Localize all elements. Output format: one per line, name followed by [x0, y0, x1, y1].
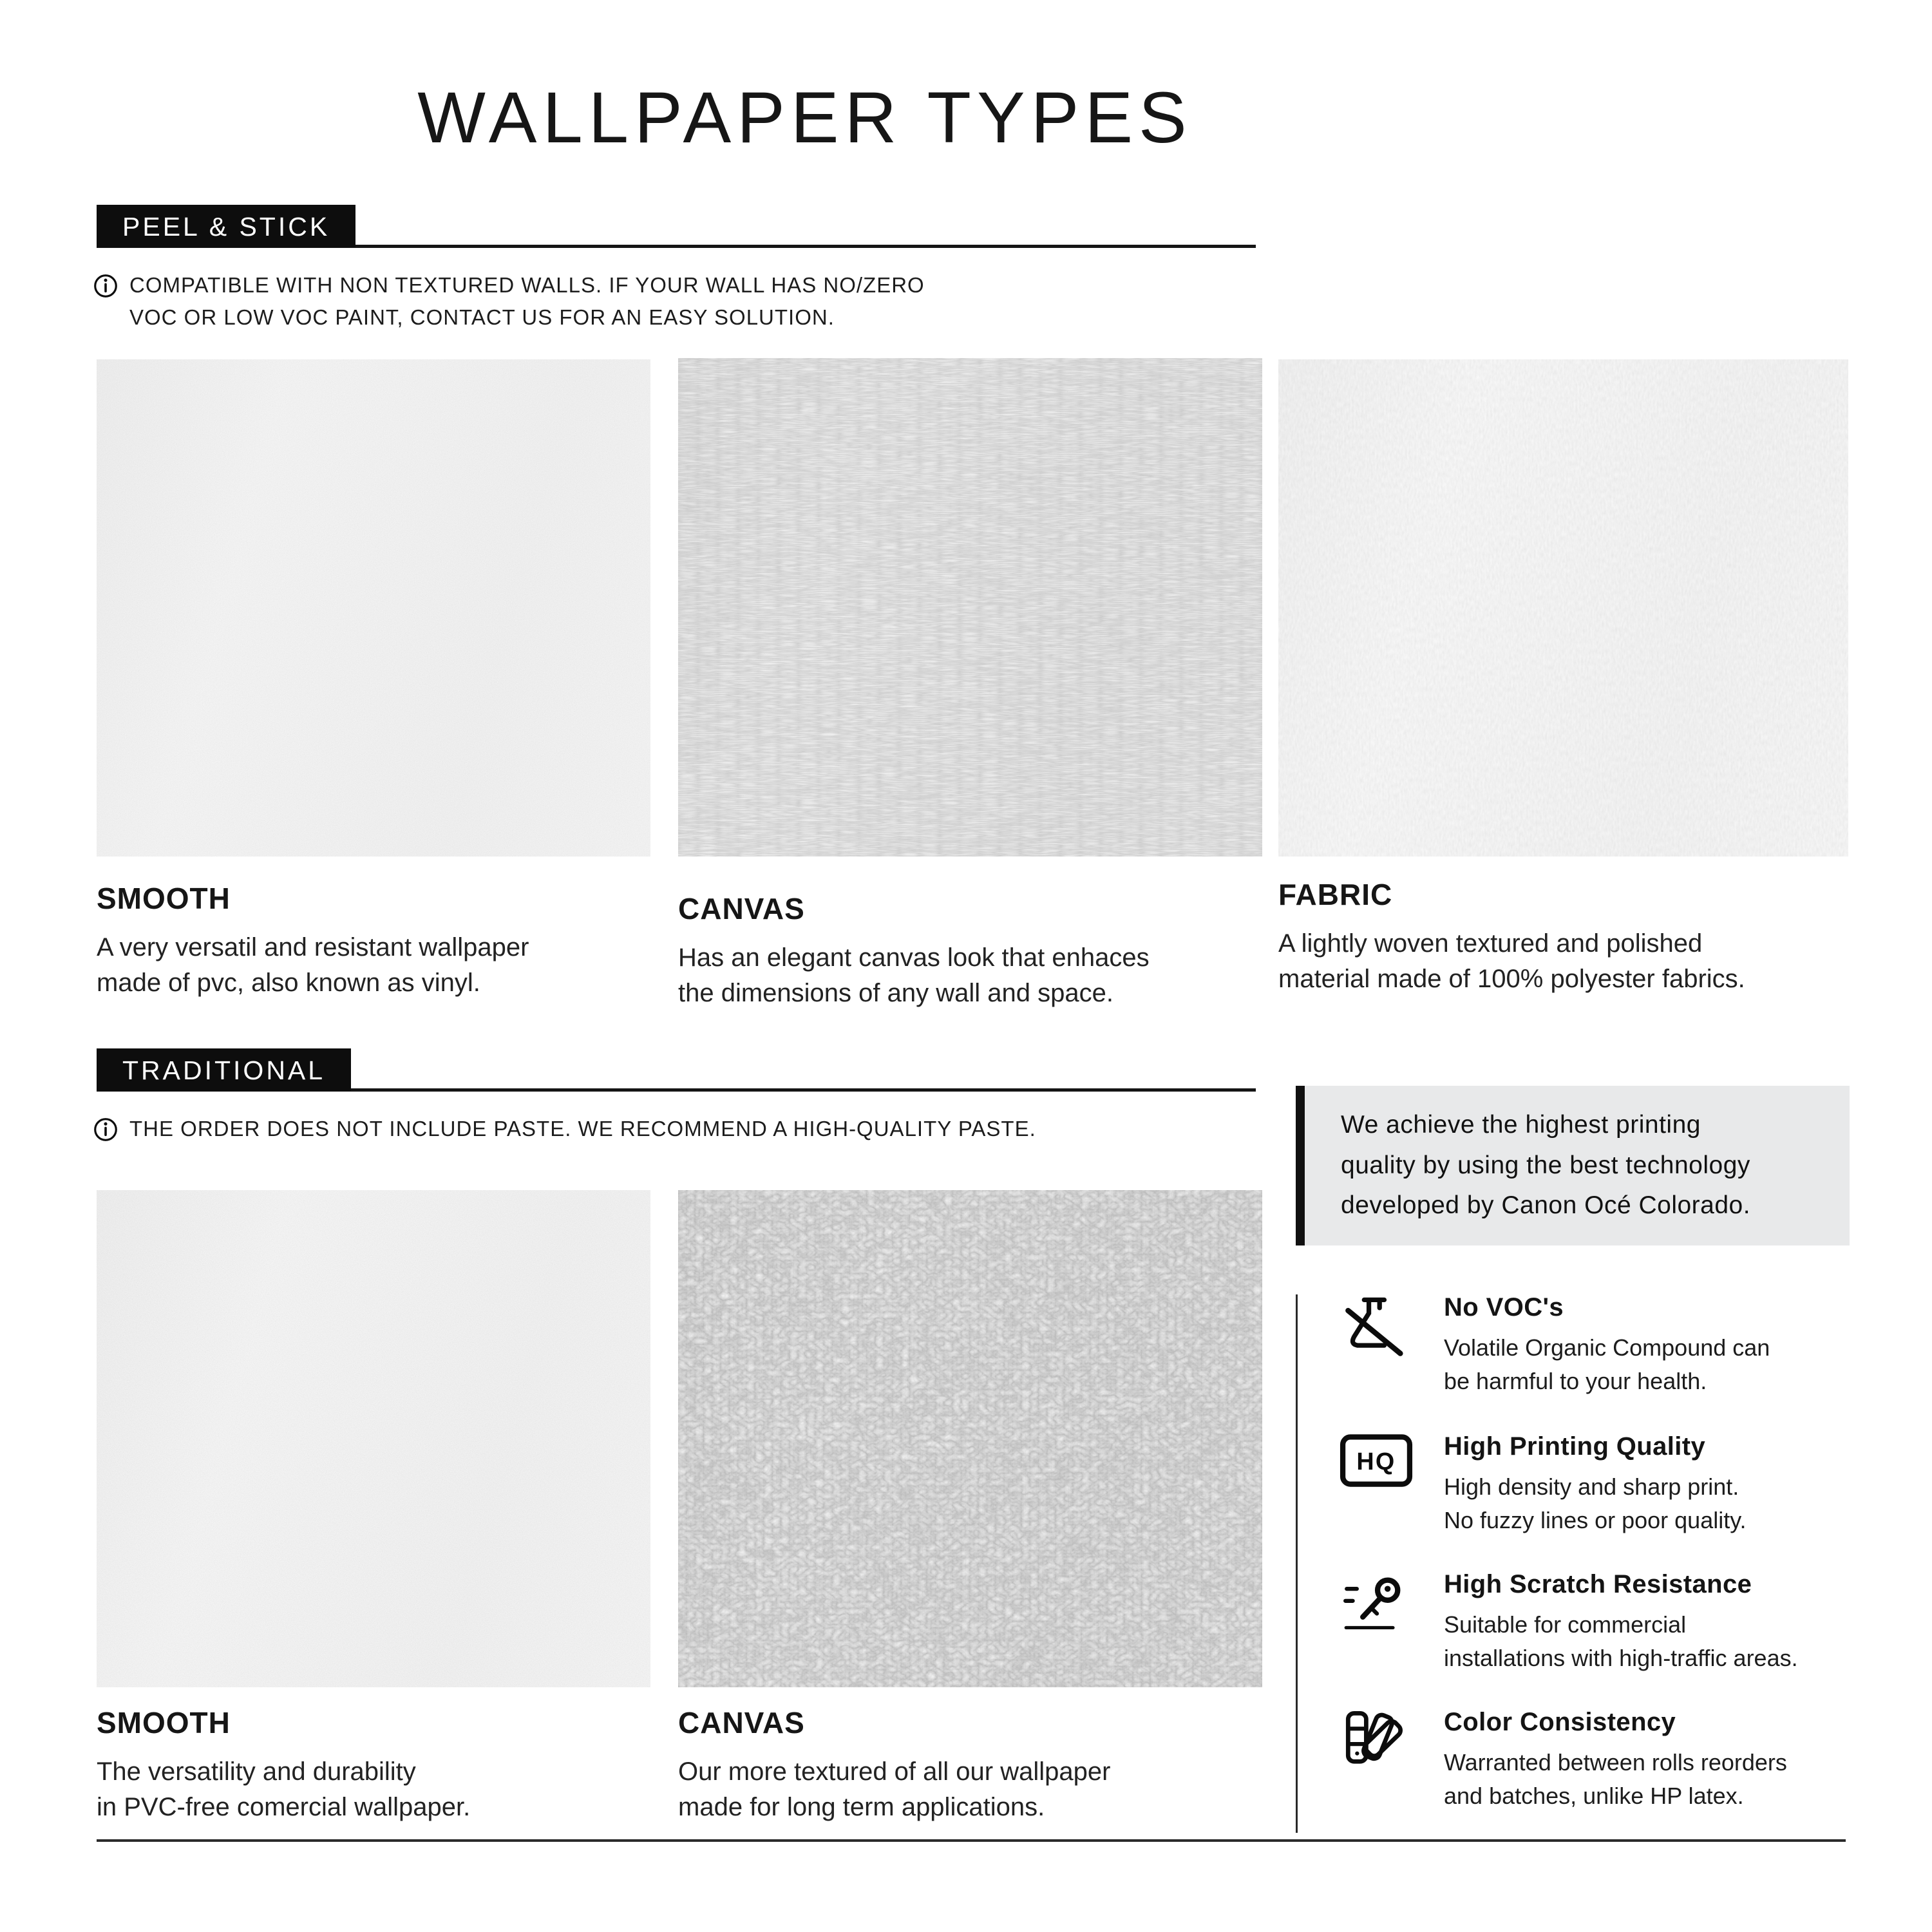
feature-description: Suitable for commercial — [1444, 1611, 1687, 1638]
feature-title: High Printing Quality — [1444, 1432, 1706, 1461]
swatch-caption — [678, 1705, 1245, 1825]
feature-description: No fuzzy lines or poor quality. — [1444, 1507, 1747, 1534]
peel-stick-section-badge: PEEL & STICK — [97, 205, 355, 247]
quality-line: developed by Canon Océ Colorado. — [1341, 1191, 1751, 1220]
feature-description: and batches, unlike HP latex. — [1444, 1783, 1744, 1810]
info-line: COMPATIBLE WITH NON TEXTURED WALLS. IF YOUR WALL HAS NO/ZERO — [129, 273, 925, 297]
feature-description: installations with high-traffic areas. — [1444, 1645, 1798, 1672]
swatch-image-traditional-smooth — [97, 1190, 650, 1687]
feature-description: Volatile Organic Compound can — [1444, 1334, 1770, 1361]
swatch-description: in PVC-free comercial wallpaper. — [97, 1793, 471, 1822]
swatch-image-peel-fabric — [1278, 359, 1848, 857]
page-title: WALLPAPER TYPES — [417, 77, 1193, 158]
hq-icon-label: HQ — [1356, 1448, 1396, 1475]
feature-title: High Scratch Resistance — [1444, 1570, 1752, 1598]
info-line: VOC OR LOW VOC PAINT, CONTACT US FOR AN EASY SOLUTION. — [129, 305, 835, 329]
swatch-label: SMOOTH — [97, 1706, 231, 1739]
swatch-caption — [678, 891, 1245, 1011]
swatch-description: A lightly woven textured and polished — [1278, 929, 1703, 958]
features-divider-line — [1296, 1294, 1298, 1833]
swatch-description: Our more textured of all our wallpaper — [678, 1757, 1111, 1786]
feature-title: Color Consistency — [1444, 1708, 1676, 1736]
swatch-description: A very versatil and resistant wallpaper — [97, 933, 529, 961]
swatch-label: SMOOTH — [97, 882, 231, 915]
feature-no-vocs — [1338, 1293, 1860, 1398]
swatch-image-traditional-canvas — [678, 1190, 1262, 1687]
swatch-caption — [1278, 877, 1845, 997]
scratch-key-icon — [1338, 1570, 1414, 1637]
peel-stick-info-note — [92, 269, 925, 333]
feature-color-consistency — [1338, 1708, 1860, 1813]
bottom-rule — [97, 1839, 1846, 1842]
info-line: THE ORDER DOES NOT INCLUDE PASTE. WE RECOMMEND A HIGH-QUALITY PASTE. — [129, 1117, 1036, 1141]
swatch-caption — [97, 1705, 663, 1825]
no-voc-flask-icon — [1338, 1293, 1414, 1360]
swatch-image-peel-canvas — [678, 358, 1262, 857]
feature-description: be harmful to your health. — [1444, 1368, 1707, 1395]
quality-line: We achieve the highest printing — [1341, 1111, 1701, 1139]
feature-high-printing-quality — [1338, 1432, 1860, 1537]
swatch-description: the dimensions of any wall and space. — [678, 979, 1113, 1008]
swatch-image-peel-smooth — [97, 359, 650, 857]
printing-quality-callout — [1296, 1086, 1850, 1245]
info-icon — [92, 1116, 119, 1152]
swatch-label: CANVAS — [678, 892, 805, 925]
swatch-description: material made of 100% polyester fabrics. — [1278, 965, 1745, 994]
color-swatches-icon — [1338, 1708, 1414, 1775]
swatch-description: made of pvc, also known as vinyl. — [97, 969, 480, 998]
swatch-caption — [97, 881, 663, 1001]
quality-line: quality by using the best technology — [1341, 1151, 1750, 1179]
swatch-description: made for long term applications. — [678, 1793, 1045, 1822]
info-icon — [92, 272, 119, 308]
traditional-info-note — [92, 1113, 1036, 1152]
feature-description: Warranted between rolls reorders — [1444, 1749, 1787, 1776]
feature-high-scratch-resistance — [1338, 1570, 1860, 1675]
hq-badge-icon — [1338, 1432, 1414, 1489]
feature-title: No VOC's — [1444, 1293, 1564, 1321]
swatch-label: FABRIC — [1278, 878, 1393, 911]
swatch-description: Has an elegant canvas look that enhaces — [678, 943, 1150, 972]
traditional-section-badge: TRADITIONAL — [97, 1048, 351, 1091]
swatch-label: CANVAS — [678, 1706, 805, 1739]
swatch-description: The versatility and durability — [97, 1757, 416, 1786]
feature-description: High density and sharp print. — [1444, 1473, 1739, 1500]
